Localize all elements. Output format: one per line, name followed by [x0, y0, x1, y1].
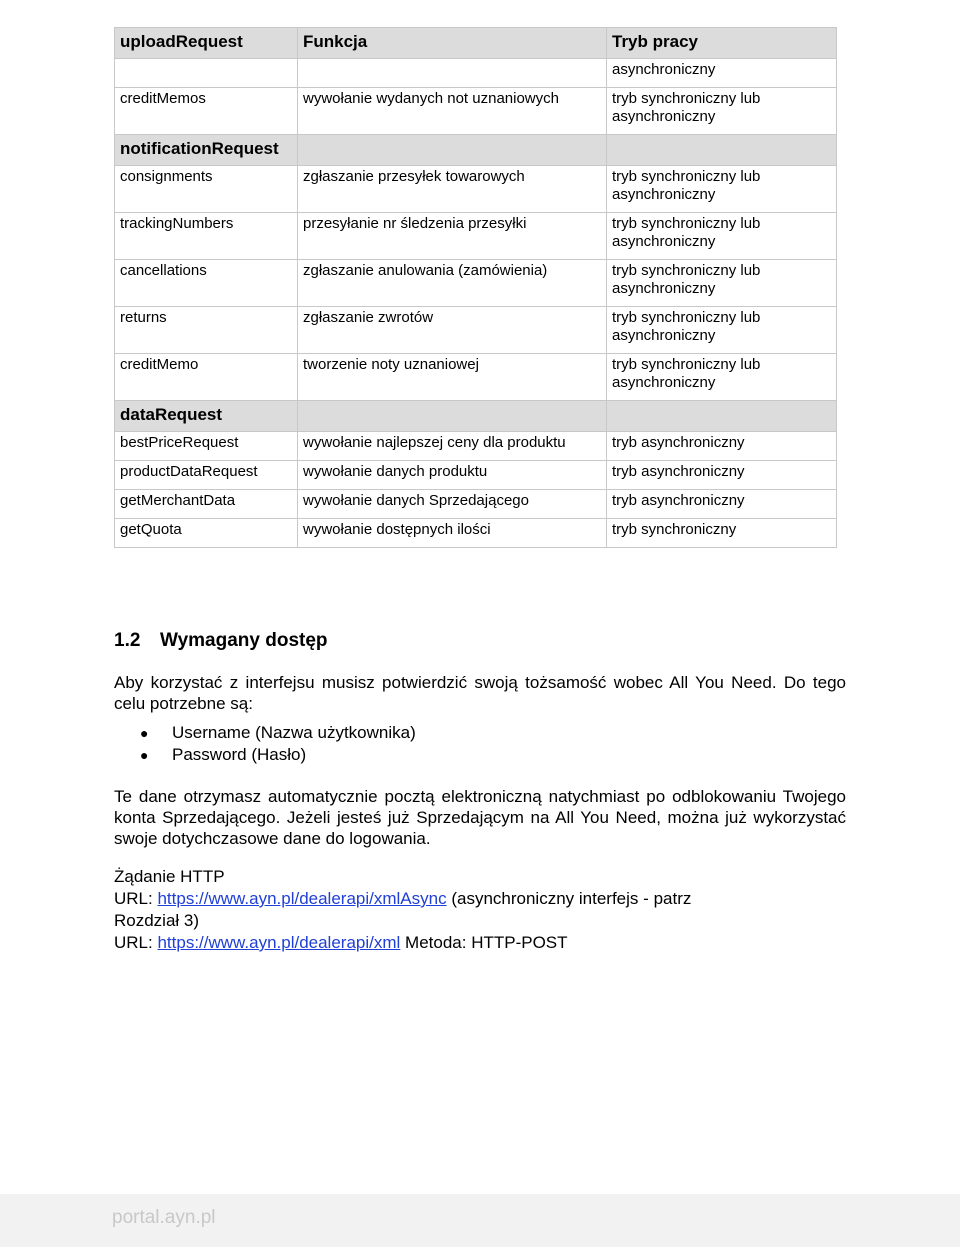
table-row — [115, 307, 837, 354]
section-heading — [114, 630, 328, 652]
cell-function-desc: przesyłanie nr śledzenia przesyłki — [298, 213, 607, 260]
mode-line: tryb synchroniczny lub — [612, 168, 761, 185]
async-note-word: (asynchroniczny — [451, 889, 575, 908]
cell-mode — [607, 166, 837, 213]
footer-bar — [0, 1194, 960, 1247]
mode-line: tryb asynchroniczny — [612, 434, 745, 451]
cell-function-desc: wywołanie danych Sprzedającego — [298, 490, 607, 519]
table-row — [115, 354, 837, 401]
cell-function-name — [115, 59, 298, 88]
url-label: URL: — [114, 933, 153, 952]
cell-function-name: creditMemo — [115, 354, 298, 401]
cell-function-desc: tworzenie noty uznaniowej — [298, 354, 607, 401]
cell-function-name: returns — [115, 307, 298, 354]
mode-line: tryb synchroniczny lub — [612, 262, 761, 279]
cell-function-desc: zgłaszanie anulowania (zamówienia) — [298, 260, 607, 307]
cell-function-name: creditMemos — [115, 88, 298, 135]
mode-line: tryb synchroniczny lub — [612, 356, 761, 373]
mode-line: asynchroniczny — [612, 233, 716, 250]
cell-function-desc: wywołanie najlepszej ceny dla produktu — [298, 432, 607, 461]
notification-request-header-row — [115, 135, 837, 166]
cell-function-name: cancellations — [115, 260, 298, 307]
header-cell-function: Funkcja — [298, 28, 607, 59]
api-functions-table — [114, 27, 837, 548]
cell-mode — [607, 213, 837, 260]
url-label: URL: — [114, 889, 153, 908]
cell-function-desc: wywołanie danych produktu — [298, 461, 607, 490]
delivery-paragraph: Te dane otrzymasz automatycznie pocztą elektroniczną natychmiast po odblokowaniu Twojego konta Sprzedającego. Jeżeli jesteś już Sprzedającym na All You Need, można już wykorzystać swoje dotychczasowe dane do logowania. — [114, 787, 846, 848]
async-url-line — [114, 888, 846, 910]
async-note-tail: Rozdział 3) — [114, 911, 200, 930]
list-item: ● Password (Hasło) — [140, 745, 307, 764]
table-row — [115, 432, 837, 461]
notification-request-header-label: notificationRequest — [115, 135, 298, 166]
mode-line: asynchroniczny — [612, 327, 716, 344]
group-header-empty — [298, 135, 607, 166]
group-header-empty — [298, 401, 607, 432]
mode-line: asynchroniczny — [612, 186, 716, 203]
cell-function-desc — [298, 59, 607, 88]
cell-function-name: trackingNumbers — [115, 213, 298, 260]
intro-paragraph: Aby korzystać z interfejsu musisz potwierdzić swoją tożsamość wobec All You Need. Do tego celu potrzebne są: — [114, 673, 846, 713]
credentials-list — [114, 722, 846, 766]
cell-mode — [607, 88, 837, 135]
cell-function-desc: wywołanie dostępnych ilości — [298, 519, 607, 548]
table-row — [115, 519, 837, 548]
async-note-word: - — [643, 889, 649, 908]
http-heading: Żądanie HTTP — [114, 867, 225, 886]
cell-mode — [607, 461, 837, 490]
cell-function-desc: zgłaszanie przesyłek towarowych — [298, 166, 607, 213]
cell-function-name: getMerchantData — [115, 490, 298, 519]
header-cell-mode: Tryb pracy — [607, 28, 837, 59]
list-item: ● Username (Nazwa użytkownika) — [140, 723, 416, 742]
table-row — [115, 88, 837, 135]
header-cell-upload-request: uploadRequest — [115, 28, 298, 59]
cell-function-name: consignments — [115, 166, 298, 213]
cell-mode — [607, 307, 837, 354]
mode-line: tryb asynchroniczny — [612, 492, 745, 509]
async-note-word: patrz — [653, 889, 692, 908]
mode-line: asynchroniczny — [612, 108, 716, 125]
section-number: 1.2 — [114, 630, 141, 651]
group-header-empty — [607, 401, 837, 432]
table-row — [115, 260, 837, 307]
async-url-link[interactable]: https://www.ayn.pl/dealerapi/xmlAsync — [157, 889, 447, 908]
group-header-empty — [607, 135, 837, 166]
cell-mode — [607, 490, 837, 519]
sync-url-line — [114, 932, 846, 954]
cell-mode — [607, 354, 837, 401]
cell-function-name: getQuota — [115, 519, 298, 548]
mode-line: tryb synchroniczny lub — [612, 90, 761, 107]
table-row — [115, 461, 837, 490]
cell-mode — [607, 432, 837, 461]
data-request-header-row — [115, 401, 837, 432]
bullet-icon: ● — [140, 725, 149, 741]
mode-line: asynchroniczny — [612, 61, 716, 78]
mode-line: tryb synchroniczny lub — [612, 309, 761, 326]
table-header-row — [115, 28, 837, 59]
cell-function-desc: zgłaszanie zwrotów — [298, 307, 607, 354]
http-request-block — [114, 866, 846, 954]
section-title: Wymagany dostęp — [160, 630, 328, 651]
async-note-word: interfejs — [578, 889, 639, 908]
data-request-header-label: dataRequest — [115, 401, 298, 432]
bullet-icon: ● — [140, 747, 149, 763]
cell-function-name: bestPriceRequest — [115, 432, 298, 461]
table-row — [115, 166, 837, 213]
cell-function-desc: wywołanie wydanych not uznaniowych — [298, 88, 607, 135]
mode-line: asynchroniczny — [612, 280, 716, 297]
footer-text: portal.ayn.pl — [112, 1207, 216, 1228]
cell-mode — [607, 59, 837, 88]
mode-line: tryb synchroniczny — [612, 521, 737, 538]
http-method: Metoda: HTTP-POST — [405, 933, 568, 952]
cell-mode — [607, 260, 837, 307]
mode-line: asynchroniczny — [612, 374, 716, 391]
cell-function-name: productDataRequest — [115, 461, 298, 490]
table-row — [115, 490, 837, 519]
table-row — [115, 213, 837, 260]
mode-line: tryb synchroniczny lub — [612, 215, 761, 232]
table-row — [115, 59, 837, 88]
sync-url-link[interactable]: https://www.ayn.pl/dealerapi/xml — [157, 933, 401, 952]
cell-mode — [607, 519, 837, 548]
mode-line: tryb asynchroniczny — [612, 463, 745, 480]
